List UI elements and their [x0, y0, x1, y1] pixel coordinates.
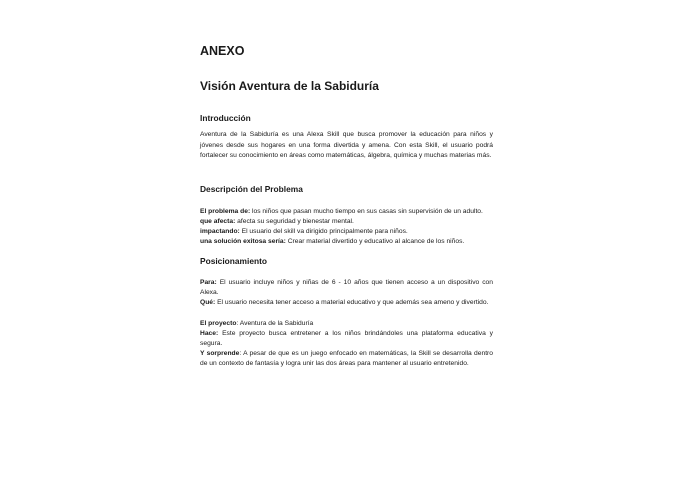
problem-item-text: El usuario del skill va dirigido principalmente para niños.: [239, 228, 408, 235]
positioning-item-label: El proyecto: [200, 320, 237, 327]
problem-item: [200, 207, 493, 217]
positioning-item-text: El usuario incluye niños y niñas de 6 - 10 años que tienen acceso a un dispositivo con Alexa.: [200, 279, 493, 297]
positioning-item: [200, 319, 493, 329]
problem-item-label: que afecta:: [200, 218, 236, 225]
problem-item-text: los niños que pasan mucho tiempo en sus casas sin supervisión de un adulto.: [250, 208, 483, 215]
positioning-item-label: Para:: [200, 279, 217, 286]
positioning-item-label: Y sorprende: [200, 350, 240, 357]
positioning-item-text: Este proyecto busca entretener a los niños brindándoles una plataforma educativa y segura.: [200, 330, 493, 348]
problem-item: [200, 227, 493, 237]
problem-item: [200, 237, 493, 247]
document-title: Visión Aventura de la Sabiduría: [200, 79, 379, 93]
problem-item-label: impactando:: [200, 228, 240, 235]
problem-item-text: afecta su seguridad y bienestar mental.: [235, 218, 354, 225]
problem-heading: Descripción del Problema: [200, 184, 303, 194]
annex-heading: ANEXO: [200, 44, 245, 58]
positioning-item-text: : Aventura de la Sabiduría: [236, 320, 314, 327]
positioning-item: [200, 278, 493, 299]
positioning-item: [200, 329, 493, 350]
positioning-item-label: Hace:: [200, 330, 219, 337]
intro-heading: Introducción: [200, 113, 251, 123]
problem-item: [200, 217, 493, 227]
positioning-item-text: El usuario necesita tener acceso a material educativo y que además sea ameno y divertido.: [215, 299, 489, 306]
problem-item-label: una solución exitosa sería:: [200, 238, 286, 245]
problem-item-label: El problema de:: [200, 208, 251, 215]
intro-paragraph: Aventura de la Sabiduría es una Alexa Skill que busca promover la educación para niños y jóvenes desde sus hogares en una forma divertida y amena. Con esta Skill, el usuario podrá fortalecer su conocimiento en áreas como matemáticas, álgebra, química y muchas materias más.: [200, 131, 493, 160]
problem-item-text: Crear material divertido y educativo al alcance de los niños.: [285, 238, 465, 245]
positioning-item-text: : A pesar de que es un juego enfocado en matemáticas, la Skill se desarrolla dentro de un contexto de fantasía y logra unir las dos áreas para mantener al usuario entretenido.: [200, 350, 494, 368]
positioning-item: [200, 349, 493, 370]
positioning-item-label: Qué:: [200, 299, 216, 306]
positioning-item: [200, 298, 493, 308]
positioning-heading: Posicionamiento: [200, 256, 268, 266]
